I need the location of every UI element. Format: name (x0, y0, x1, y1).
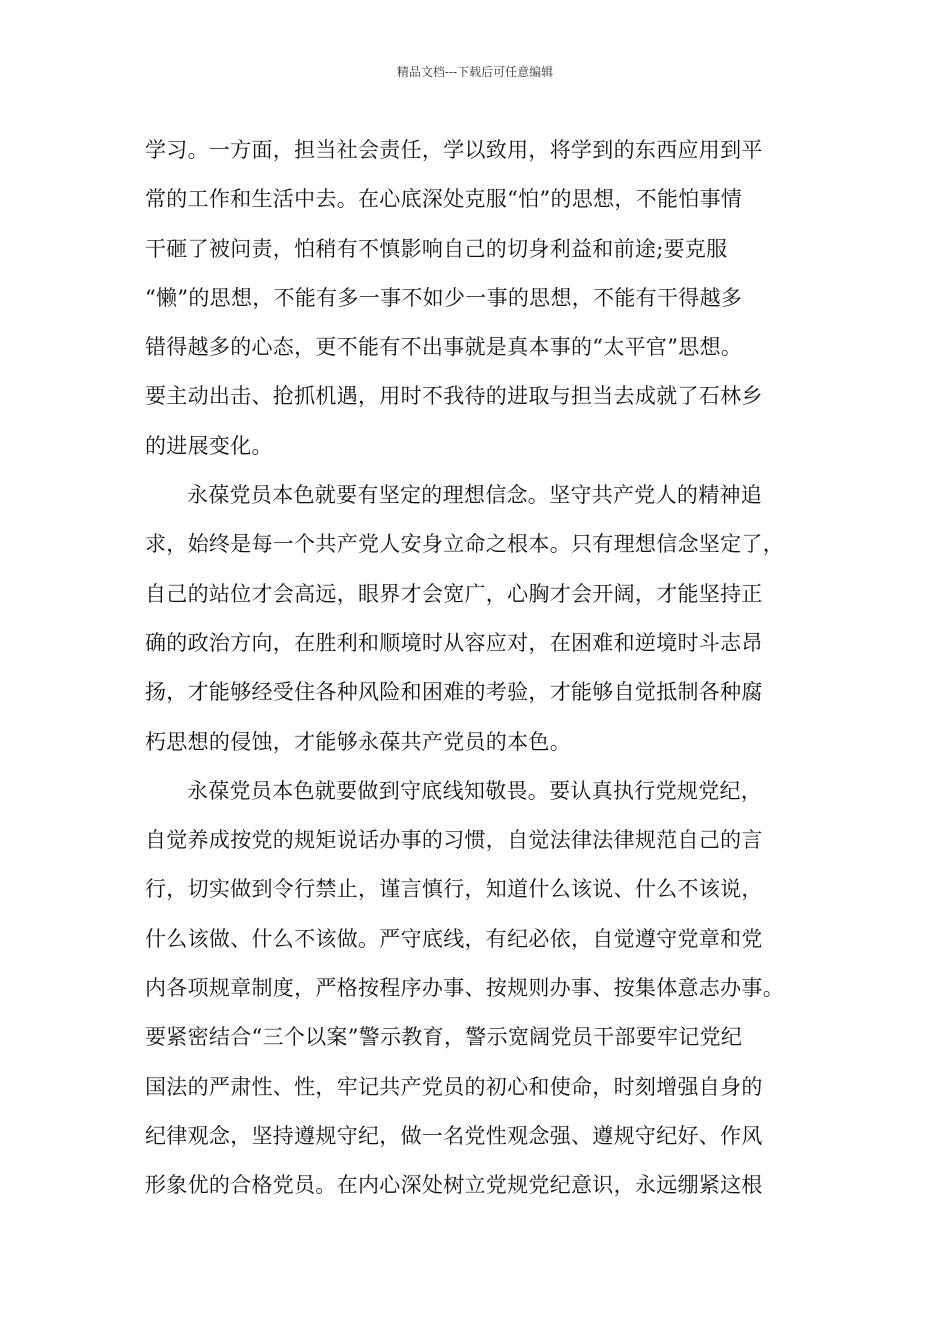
text-line: 的进展变化。 (145, 433, 273, 458)
text-line: 内各项规章制度，严格按程序办事、按规则办事、按集体意志办事。 (145, 976, 784, 1001)
text-line: 朽思想的侵蚀，才能够永葆共产党员的本色。 (145, 729, 571, 754)
document-body (145, 126, 810, 1211)
page-header: 精品文档---下载后可任意编辑 (396, 65, 554, 79)
text-line: “懒”的思想，不能有多一事不如少一事的思想，不能有干得越多 (145, 285, 743, 310)
text-line: 扬，才能够经受住各种风险和困难的考验，才能够自觉抵制各种腐 (145, 680, 763, 705)
text-line: 要主动出击、抢抓机遇，用时不我待的进取与担当去成就了石林乡 (145, 384, 763, 409)
text-line: 纪律观念，坚持遵规守纪，做一名党性观念强、遵规守纪好、作风 (145, 1123, 763, 1148)
paragraph-first-line: 永葆党员本色就要做到守底线知敬畏。要认真执行党规党纪， (187, 778, 763, 803)
text-line: 学习。一方面，担当社会责任，学以致用，将学到的东西应用到平 (145, 138, 763, 162)
text-line: 自己的站位才会高远，眼界才会宽广，心胸才会开阔，才能坚持正 (145, 581, 763, 606)
text-line: 干砸了被问责，怕稍有不慎影响自己的切身利益和前途;要克服 (145, 236, 728, 261)
text-line: 确的政治方向，在胜利和顺境时从容应对，在困难和逆境时斗志昂 (145, 630, 763, 655)
text-line: 自觉养成按党的规矩说话办事的习惯，自觉法律法律规范自己的言 (145, 828, 763, 853)
text-line: 常的工作和生活中去。在心底深处克服“怕”的思想，不能怕事情 (145, 187, 743, 212)
text-line: 国法的严肃性、性，牢记共产党员的初心和使命，时刻增强自身的 (145, 1074, 763, 1099)
text-line: 错得越多的心态，更不能有不出事就是真本事的“太平官”思想。 (145, 335, 743, 360)
text-line: 行，切实做到令行禁止，谨言慎行，知道什么该说、什么不该说， (145, 877, 763, 902)
text-line: 要紧密结合“三个以案”警示教育，警示宽阔党员干部要牢记党纪 (145, 1025, 743, 1050)
text-line: 形象优的合格党员。在内心深处树立党规党纪意识，永远绷紧这根 (145, 1173, 763, 1198)
text-line: 求，始终是每一个共产党人安身立命之根本。只有理想信念坚定了， (145, 532, 784, 557)
text-line: 什么该做、什么不该做。严守底线，有纪必依，自觉遵守党章和党 (145, 926, 763, 951)
paragraph-first-line: 永葆党员本色就要有坚定的理想信念。坚守共产党人的精神追 (187, 483, 763, 508)
